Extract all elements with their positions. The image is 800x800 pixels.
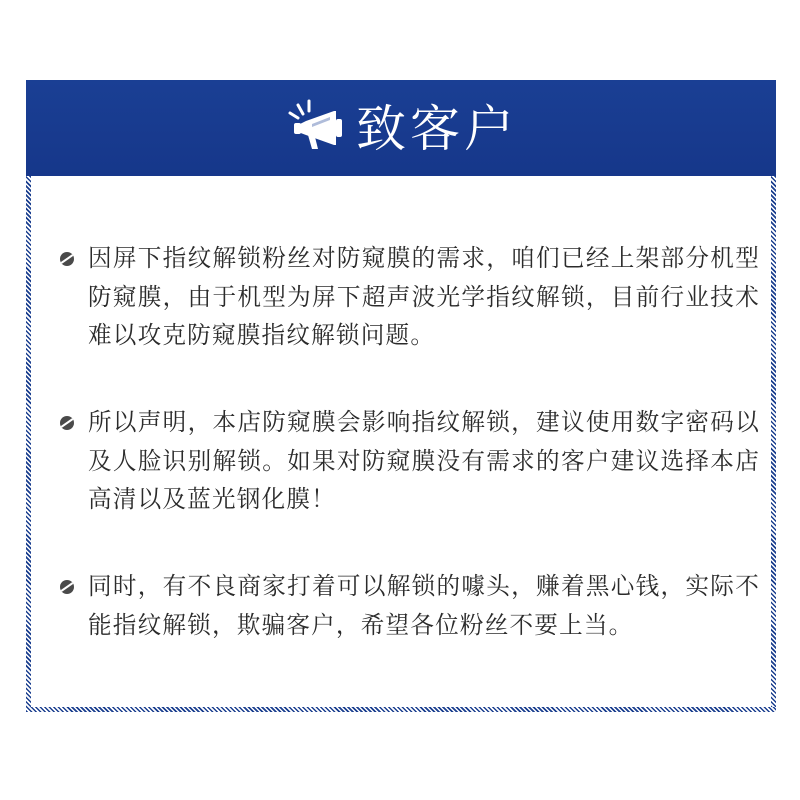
bullet-icon <box>60 252 74 266</box>
header-bar <box>26 80 776 176</box>
megaphone-icon <box>284 95 350 155</box>
page-title: 致客户 <box>356 100 518 158</box>
frame-bottom-border <box>26 707 776 712</box>
frame-left-border <box>26 176 31 712</box>
frame-right-border <box>771 176 776 712</box>
notice-card <box>26 80 776 712</box>
bullet-icon <box>60 416 74 430</box>
paragraph-text: 所以声明，本店防窥膜会影响指纹解锁，建议使用数字密码以及人脸识别解锁。如果对防窥膜没有需求的客户建议选择本店高清以及蓝光钢化膜！ <box>88 408 760 513</box>
notice-paragraph <box>60 403 760 519</box>
notice-paragraph <box>60 567 760 644</box>
paragraph-text: 因屏下指纹解锁粉丝对防窥膜的需求，咱们已经上架部分机型防窥膜，由于机型为屏下超声波光学指纹解锁，目前行业技术难以攻克防窥膜指纹解锁问题。 <box>88 244 760 349</box>
bullet-icon <box>60 580 74 594</box>
paragraph-text: 同时，有不良商家打着可以解锁的噱头，赚着黑心钱，实际不能指纹解锁，欺骗客户，希望各位粉丝不要上当。 <box>88 572 760 639</box>
notice-paragraph <box>60 239 760 355</box>
